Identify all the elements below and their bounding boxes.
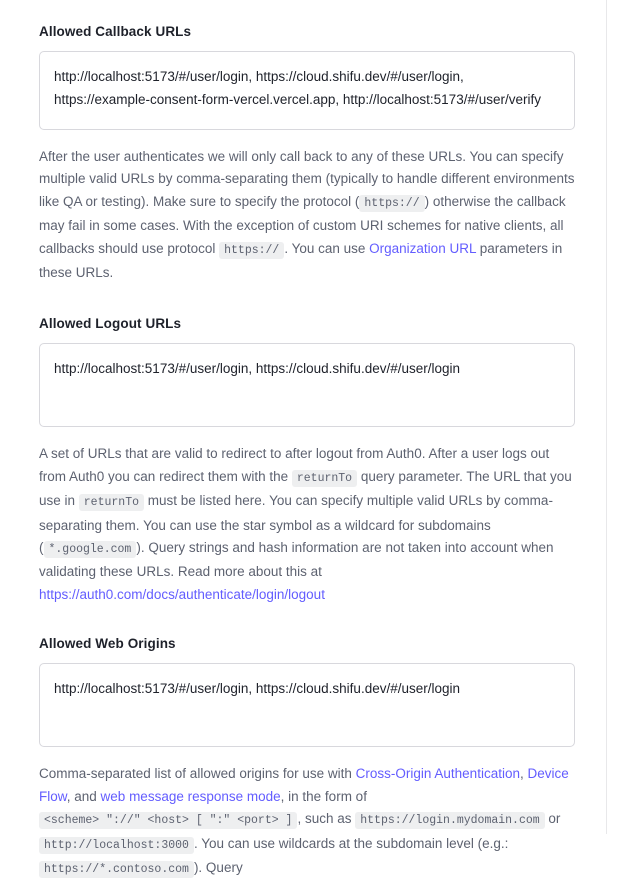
top-spacer (0, 0, 606, 22)
cross-origin-authentication-link[interactable]: Cross-Origin Authentication (355, 766, 520, 782)
allowed-logout-urls-helper-text (39, 443, 575, 606)
allowed-web-origins-input[interactable]: http://localhost:5173/#/user/login, https://cloud.shifu.dev/#/user/login (39, 663, 575, 747)
web-message-response-mode-link[interactable]: web message response mode (100, 788, 281, 804)
helper-text-part: , in the form of (280, 788, 367, 804)
allowed-web-origins-label: Allowed Web Origins (39, 636, 176, 652)
allowed-logout-urls-input[interactable]: http://localhost:5173/#/user/login, https://cloud.shifu.dev/#/user/login (39, 343, 575, 427)
helper-text-part: parameters in these URLs. (39, 240, 563, 281)
helper-text-part: , such as (297, 811, 356, 827)
allowed-callback-urls-label: Allowed Callback URLs (39, 24, 192, 39)
helper-text-part: , (519, 766, 528, 782)
code-return-to-1: returnTo (292, 470, 357, 487)
helper-text-part: must be listed here. You can specify multiple valid URLs by comma-separating them. You can use the star symbol as a wildcard for subdomains ( (39, 493, 553, 556)
section-spacer (0, 284, 606, 314)
code-wildcard-google-domain: *.google.com (44, 541, 137, 558)
helper-text-part: . You can use (284, 240, 370, 256)
helper-text-part: or (544, 811, 561, 827)
allowed-callback-urls-field (0, 22, 606, 284)
helper-text-part: After the user authenticates we will only call back to any of these URLs. You can specify multiple valid URLs by comma-separating them (typically to handle different environments like QA or testing). Make sure to specify the protocol ( (39, 149, 575, 209)
helper-text-part: . You can use wildcards at the subdomain level (e.g.: (193, 835, 509, 851)
helper-text-part: ). Query strings and hash information are not taken into account when validating these URLs. Read more about this at (39, 540, 554, 580)
code-return-to-2: returnTo (79, 494, 144, 511)
helper-text-part: query parameter. The URL that you use in (39, 468, 572, 509)
helper-text-part: Comma-separated list of allowed origins for use with (39, 766, 356, 782)
code-example-login-mydomain: https://login.mydomain.com (355, 812, 544, 829)
allowed-callback-urls-input[interactable]: http://localhost:5173/#/user/login, https://cloud.shifu.dev/#/user/login, https://example-consent-form-vercel.vercel.app, http://localhost:5173/#/user/verify (39, 51, 575, 130)
allowed-web-origins-field (0, 634, 606, 881)
content-column-divider (606, 0, 607, 834)
helper-text-part: ) otherwise the callback may fail in some cases. With the exception of custom URI schemes for native clients, all callbacks should use protocol (39, 193, 566, 256)
code-example-wildcard-contoso: https://*.contoso.com (39, 861, 194, 878)
helper-text-part: ). Query (193, 859, 243, 875)
allowed-logout-urls-field (0, 314, 606, 606)
code-https-protocol-1: https:// (359, 195, 424, 212)
code-example-localhost-3000: http://localhost:3000 (39, 837, 194, 854)
allowed-logout-urls-label: Allowed Logout URLs (39, 316, 182, 332)
auth0-logout-docs-link[interactable]: https://auth0.com/docs/authenticate/login/logout (39, 586, 325, 602)
device-flow-link[interactable]: Device Flow (39, 766, 569, 804)
code-https-protocol-2: https:// (219, 242, 284, 259)
allowed-callback-urls-helper-text (39, 146, 575, 284)
section-spacer (0, 606, 606, 634)
organization-url-link[interactable]: Organization URL (369, 240, 476, 256)
helper-text-part: A set of URLs that are valid to redirect to after logout from Auth0. After a user logs out from Auth0 you can redirect them with the (39, 446, 550, 484)
allowed-web-origins-helper-text (39, 763, 575, 881)
helper-text-part: , and (66, 788, 101, 804)
code-origin-grammar: <scheme> "://" <host> [ ":" <port> ] (39, 812, 297, 829)
